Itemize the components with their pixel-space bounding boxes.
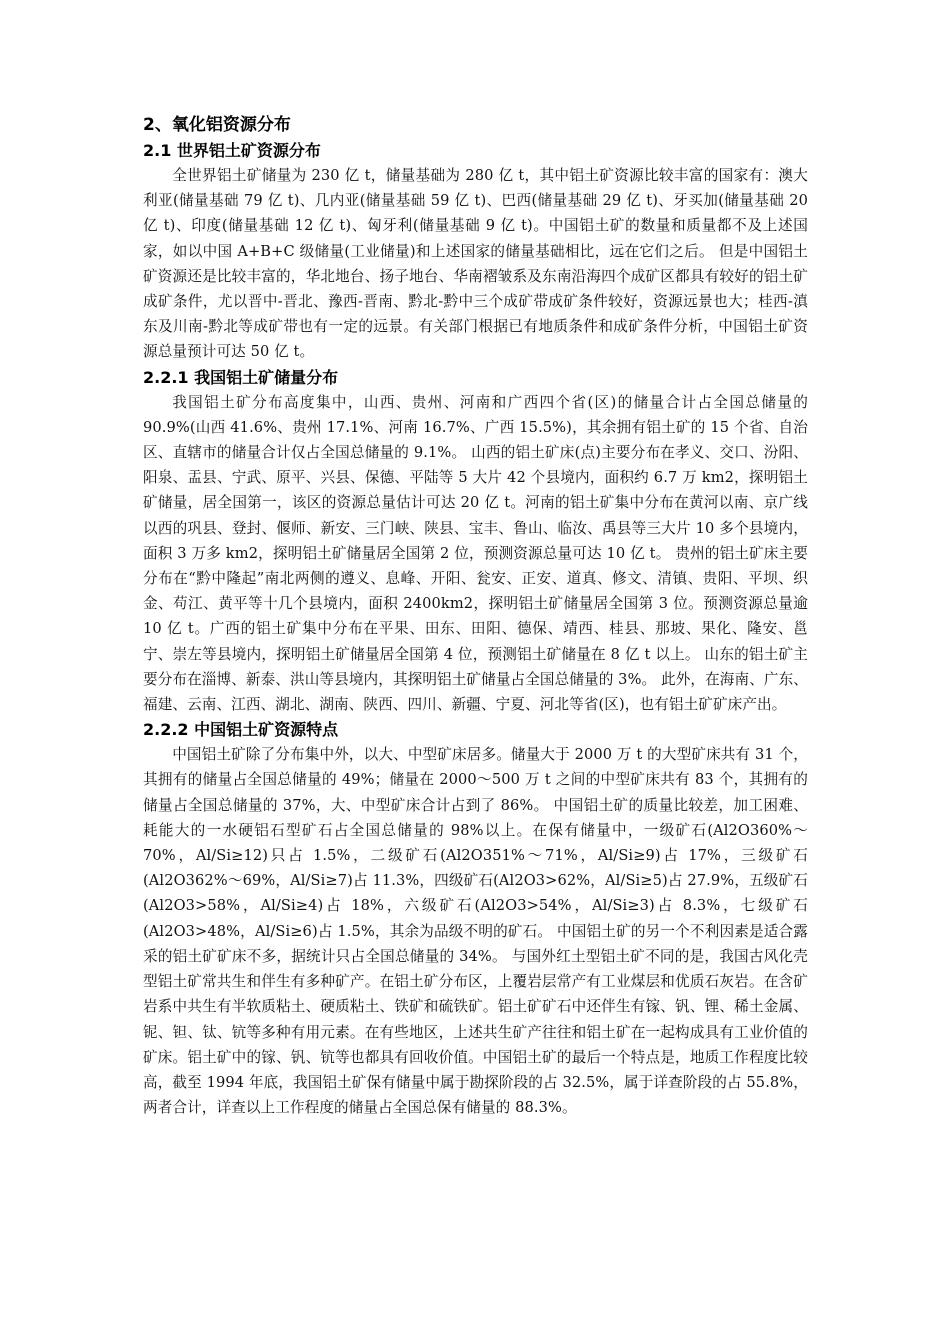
paragraph-china-reserves: 我国铝土矿分布高度集中，山西、贵州、河南和广西四个省(区)的储量合计占全国总储量的 90.9%(山西 41.6%、贵州 17.1%、河南 16.7%、广西 15.5%)，其余拥有铝土矿的 15 个省、自治区、直辖市的储量合计仅占全国总储量的 9.1%。 山西的铝土矿床(点)主要分布在孝义、交口、汾阳、阳泉、盂县、宁武、原平、兴县、保德、平陆等 5 大片 42 个县境内，面积约 6.7 万 km2，探明铝土矿储量，居全国第一，该区的资源总量估计可达 20 亿 t。河南的铝土矿集中分布在黄河以南、京广线以西的巩县、登封、偃师、新安、三门峡、陕县、宝丰、鲁山、临汝、禹县等三大片 10 多个县境内，面积 3 万多 km2，探明铝土矿储量居全国第 2 位，预测资源总量可达 10 亿 t。 贵州的铝土矿床主要分布在“黔中隆起”南北两侧的遵义、息峰、开阳、瓮安、正安、道真、修文、清镇、贵阳、平坝、织金、苟江、黄平等十几个县境内，面积 2400km2，探明铝土矿储量居全国第 3 位。预测资源总量逾 10 亿 t。广西的铝土矿集中分布在平果、田东、田阳、德保、靖西、桂县、那坡、果化、隆安、邕宁、崇左等县境内，探明铝土矿储量居全国第 4 位，预测铝土矿储量在 8 亿 t 以上。 山东的铝土矿主要分布在淄博、新泰、洪山等县境内，其探明铝土矿储量占全国总储量的 3%。 此外，在海南、广东、福建、云南、江西、湖北、湖南、陕西、四川、新疆、宁夏、河北等省(区)，也有铝土矿矿床产出。	[143, 393, 808, 714]
document-page	[143, 112, 808, 1120]
subsection-title-world-bauxite: 2.1 世界铝土矿资源分布	[143, 141, 321, 160]
subsection-title-china-characteristics: 2.2.2 中国铝土矿资源特点	[143, 720, 339, 740]
paragraph-china-characteristics: 中国铝土矿除了分布集中外，以大、中型矿床居多。储量大于 2000 万 t 的大型矿床共有 31 个，其拥有的储量占全国总储量的 49%；储量在 2000～500 万 t 之间的中型矿床共有 83 个，其拥有的储量占全国总储量的 37%，大、中型矿床合计占到了 86%。 中国铝土矿的质量比较差，加工困难、耗能大的一水硬铝石型矿石占全国总储量的 98%以上。在保有储量中，一级矿石(Al2O360%～70%，Al/Si≥12)只占 1.5%，二级矿石(Al2O351%～71%，Al/Si≥9)占 17%，三级矿石(Al2O362%～69%，Al/Si≥7)占 11.3%，四级矿石(Al2O3>62%，Al/Si≥5)占 27.9%，五级矿石(Al2O3>58%，Al/Si≥4)占 18%，六级矿石(Al2O3>54%，Al/Si≥3)占 8.3%，七级矿石(Al2O3>48%，Al/Si≥6)占 1.5%，其余为品级不明的矿石。 中国铝土矿的另一个不利因素是适合露采的铝土矿矿床不多，据统计只占全国总储量的 34%。 与国外红土型铝土矿不同的是，我国古风化壳型铝土矿常共生和伴生有多种矿产。在铝土矿分布区，上覆岩层常产有工业煤层和优质石灰岩。在含矿岩系中共生有半软质粘土、硬质粘土、铁矿和硫铁矿。铝土矿矿石中还伴生有镓、钒、锂、稀土金属、铌、钽、钛、钪等多种有用元素。在有些地区，上述共生矿产往往和铝土矿在一起构成具有工业价值的矿床。铝土矿中的镓、钒、钪等也都具有回收价值。中国铝土矿的最后一个特点是，地质工作程度比较高，截至 1994 年底，我国铝土矿保有储量中属于勘探阶段的占 32.5%，属于详查阶段的占 55.8%，两者合计，详查以上工作程度的储量占全国总保有储量的 88.3%。	[143, 746, 808, 1117]
section-title: 2、氧化铝资源分布	[143, 115, 291, 135]
subsection-title-china-reserves: 2.2.1 我国铝土矿储量分布	[143, 367, 339, 387]
paragraph-world-bauxite: 全世界铝土矿储量为 230 亿 t，储量基础为 280 亿 t，其中铝土矿资源比较丰富的国家有：澳大利亚(储量基础 79 亿 t)、几内亚(储量基础 59 亿 t)、巴西(储量基础 29 亿 t)、牙买加(储量基础 20 亿 t)、印度(储量基础 12 亿 t)、匈牙利(储量基础 9 亿 t)。中国铝土矿的数量和质量都不及上述国家，如以中国 A+B+C 级储量(工业储量)和上述国家的储量基础相比，远在它们之后。 但是中国铝土矿资源还是比较丰富的，华北地台、扬子地台、华南褶皱系及东南沿海四个成矿区都具有较好的铝土矿成矿条件，尤以晋中-晋北、豫西-晋南、黔北-黔中三个成矿带成矿条件较好，资源远景也大；桂西-滇东及川南-黔北等成矿带也有一定的远景。有关部门根据已有地质条件和成矿条件分析，中国铝土矿资源总量预计可达 50 亿 t。	[143, 167, 808, 361]
